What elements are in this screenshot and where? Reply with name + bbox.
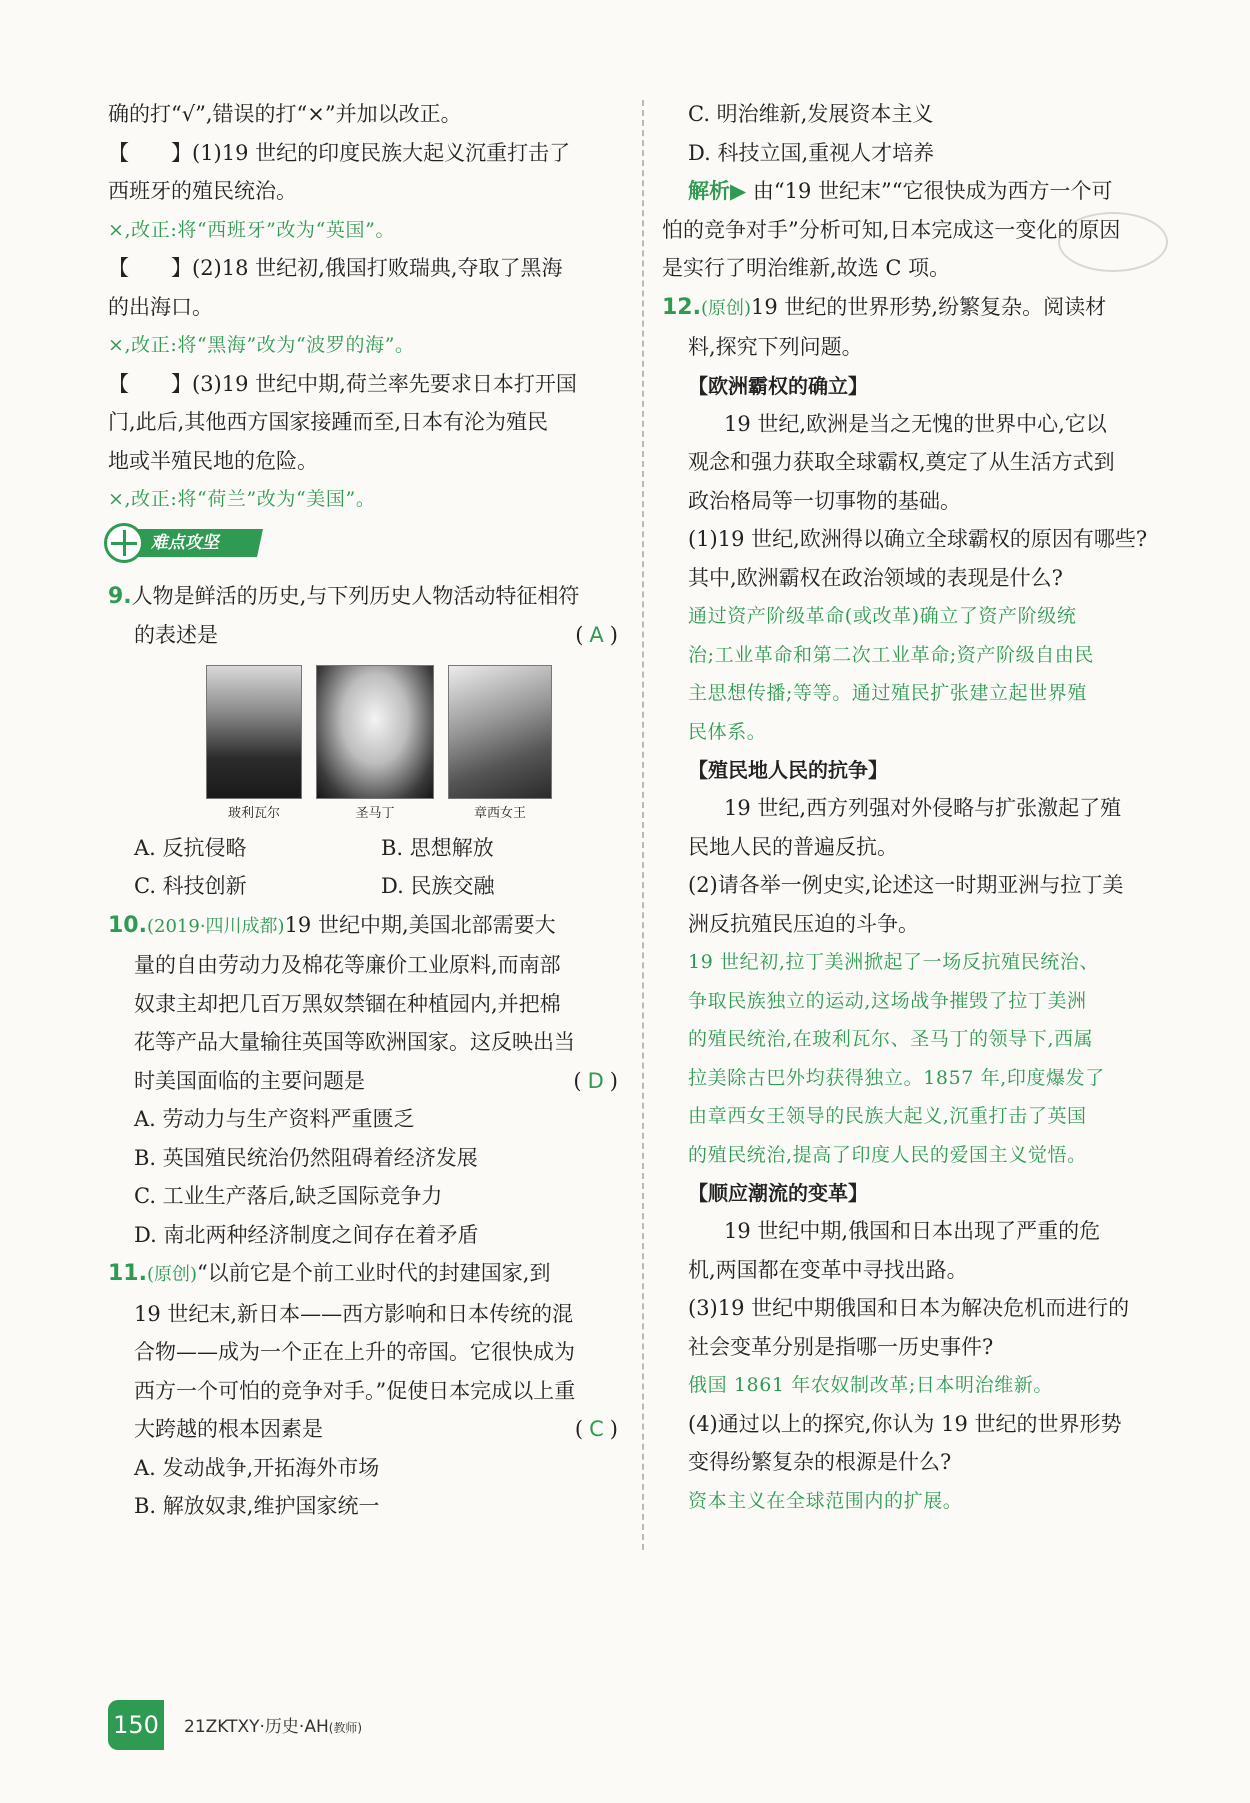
answer-2: 争取民族独立的运动,这场战争摧毁了拉丁美洲: [688, 989, 1087, 1012]
portrait-caption: 圣马丁: [355, 805, 395, 821]
option-b: B. 思想解放: [381, 835, 494, 860]
section-title-2: 【殖民地人民的抗争】: [688, 758, 888, 782]
tf-item-text-cont: 门,此后,其他西方国家接踵而至,日本有沦为殖民: [108, 410, 549, 434]
sub-question-4: (4)通过以上的探究,你认为 19 世纪的世界形势: [688, 1411, 1122, 1436]
option-d: D. 南北两种经济制度之间存在着矛盾: [134, 1222, 479, 1247]
option-d: D. 科技立国,重视人才培养: [688, 140, 935, 165]
question-text-cont: 花等产品大量输往英国等欧洲国家。这反映出当: [134, 1030, 575, 1054]
answer-slot: (D): [573, 1068, 624, 1093]
question-text-cont: [108, 616, 628, 655]
question-text-cont: 量的自由劳动力及棉花等廉价工业原料,而南部: [134, 953, 561, 977]
question-text-cont: 19 世纪末,新日本——西方影响和日本传统的混: [134, 1301, 574, 1326]
sub-question-1-cont: 其中,欧洲霸权在政治领域的表现是什么?: [688, 565, 1063, 590]
analysis-label: 解析▶: [688, 179, 747, 203]
tf-item-1: [108, 134, 628, 173]
section-banner: [104, 523, 264, 567]
answer-1: 通过资产阶级革命(或改革)确立了资产阶级统: [688, 605, 1077, 627]
portrait-row: [206, 665, 628, 829]
answer-bracket: 【 】: [108, 371, 192, 396]
answer-bracket: 【 】: [108, 256, 192, 280]
tf-item-text: (3)19 世纪中期,荷兰率先要求日本打开国: [192, 371, 577, 396]
portrait-caption: 章西女王: [473, 805, 526, 821]
option-a: A. 反抗侵略: [134, 835, 247, 860]
page-number: 150: [108, 1700, 164, 1750]
question-text-cont: 合物——成为一个正在上升的帝国。它很快成为: [134, 1340, 575, 1364]
material-text: 19 世纪,欧洲是当之无愧的世界中心,它以: [724, 411, 1107, 436]
question-number: 10.: [108, 912, 147, 938]
answer-4: 资本主义在全球范围内的扩展。: [688, 1489, 963, 1512]
tf-item-text-cont: 的出海口。: [108, 294, 213, 319]
question-number: 12.: [662, 294, 701, 320]
answer-1: 主思想传播;等等。通过殖民扩张建立起世界殖: [688, 682, 1088, 704]
question-9: [108, 577, 628, 617]
question-text-cont: [108, 1062, 628, 1101]
answer-1: 治;工业革命和第二次工业革命;资产阶级自由民: [688, 643, 1095, 666]
answer-letter: C: [589, 1417, 610, 1441]
tf-item-text: (1)19 世纪的印度民族大起义沉重打击了: [192, 140, 571, 165]
section-title-1: 【欧洲霸权的确立】: [688, 373, 868, 398]
answer-2: 的殖民统治,在玻利瓦尔、圣马丁的领导下,西属: [688, 1028, 1094, 1050]
book-code-text: 21ZKTXY·历史·AH: [184, 1717, 329, 1737]
answer-2: 拉美除古巴外均获得独立。1857 年,印度爆发了: [688, 1066, 1105, 1089]
left-column: [108, 95, 628, 1526]
answer-2: 由章西女王领导的民族大起义,沉重打击了英国: [688, 1105, 1087, 1127]
answer-bracket: 【 】: [108, 140, 192, 165]
analysis-text: 由“19 世纪末”“它很快成为西方一个可: [752, 179, 1113, 203]
option-d: D. 民族交融: [381, 874, 495, 898]
option-c: C. 明治维新,发展资本主义: [688, 102, 934, 126]
question-12: [662, 288, 1182, 329]
portrait-image: [206, 665, 302, 799]
answer-1: 民体系。: [688, 720, 767, 743]
question-text: “以前它是个前工业时代的封建国家,到: [197, 1261, 551, 1285]
question-source: (原创): [700, 297, 752, 319]
question-text: 19 世纪的世界形势,纷繁复杂。阅读材: [751, 294, 1107, 319]
stamp-mark: [1058, 212, 1168, 272]
section-title-3: 【顺应潮流的变革】: [688, 1181, 868, 1205]
portrait-bolivar: [206, 665, 302, 829]
portrait-rani: [448, 665, 552, 829]
crosshair-icon: [104, 523, 144, 563]
book-code: [184, 1712, 362, 1737]
sub-question-2: (2)请各举一例史实,论述这一时期亚洲与拉丁美: [688, 873, 1124, 897]
question-text: 人物是鲜活的历史,与下列历史人物活动特征相符: [131, 583, 580, 608]
question-text-cont: 奴隶主却把几百万黑奴禁锢在种植园内,并把棉: [134, 991, 561, 1016]
option-b: B. 英国殖民统治仍然阻碍着经济发展: [134, 1145, 478, 1170]
option-b: B. 解放奴隶,维护国家统一: [134, 1494, 380, 1518]
option-a: A. 劳动力与生产资料严重匮乏: [134, 1107, 415, 1131]
question-text-cont: [108, 1410, 628, 1449]
tf-answer-1: ×,改正:将“西班牙”改为“英国”。: [108, 218, 396, 241]
tf-answer-2: ×,改正:将“黑海”改为“波罗的海”。: [108, 334, 415, 356]
answer-2: 19 世纪初,拉丁美洲掀起了一场反抗殖民统治、: [688, 951, 1100, 973]
material-text: 19 世纪中期,俄国和日本出现了严重的危: [724, 1219, 1101, 1243]
tf-item-2: [108, 249, 628, 288]
material-text: 19 世纪,西方列强对外侵略与扩张激起了殖: [724, 796, 1122, 820]
answer-slot: (A): [575, 623, 624, 647]
material-text: 政治格局等一切事物的基础。: [688, 488, 961, 513]
analysis: [662, 172, 1182, 211]
question-text: 时美国面临的主要问题是: [134, 1068, 365, 1093]
tf-intro: 确的打“√”,错误的打“×”并加以改正。: [108, 102, 462, 126]
edition-label: (教师): [328, 1721, 363, 1735]
answer-letter: A: [589, 623, 610, 647]
portrait-caption: 玻利瓦尔: [227, 805, 280, 821]
sub-question-3-cont: 社会变革分别是指哪一历史事件?: [688, 1334, 994, 1359]
right-column: [662, 95, 1182, 1520]
portrait-san-martin: [316, 665, 434, 829]
options-row: [108, 867, 628, 906]
tf-item-text: (2)18 世纪初,俄国打败瑞典,夺取了黑海: [192, 256, 563, 280]
tf-item-text-cont: 西班牙的殖民统治。: [108, 179, 297, 203]
material-text: 机,两国都在变革中寻找出路。: [688, 1257, 968, 1282]
tf-item-text-cont: 地或半殖民地的危险。: [108, 448, 318, 473]
question-text: 19 世纪中期,美国北部需要大: [284, 912, 556, 937]
answer-2: 的殖民统治,提高了印度人民的爱国主义觉悟。: [688, 1143, 1087, 1166]
question-source: (原创): [146, 1264, 198, 1285]
answer-letter: D: [587, 1068, 610, 1093]
question-text: 大跨越的根本因素是: [134, 1417, 323, 1441]
option-a: A. 发动战争,开拓海外市场: [134, 1455, 380, 1480]
question-10: [108, 906, 628, 947]
material-text: 观念和强力获取全球霸权,奠定了从生活方式到: [688, 450, 1115, 474]
answer-3: 俄国 1861 年农奴制改革;日本明治维新。: [688, 1374, 1054, 1396]
option-c: C. 科技创新: [134, 874, 247, 898]
question-text-cont: 西方一个可怕的竞争对手。”促使日本完成以上重: [134, 1378, 576, 1403]
tf-item-3: [108, 365, 628, 404]
option-c: C. 工业生产落后,缺乏国际竞争力: [134, 1184, 443, 1208]
banner-label: 难点攻坚: [127, 529, 263, 557]
portrait-image: [316, 665, 434, 799]
answer-slot: (C): [574, 1417, 624, 1441]
question-text-cont: 料,探究下列问题。: [688, 335, 863, 359]
question-text: 的表述是: [134, 623, 218, 647]
analysis-text-cont: 是实行了明治维新,故选 C 项。: [662, 256, 951, 280]
sub-question-1: (1)19 世纪,欧洲得以确立全球霸权的原因有哪些?: [688, 527, 1148, 551]
sub-question-4-cont: 变得纷繁复杂的根源是什么?: [688, 1450, 952, 1474]
question-source: (2019·四川成都): [146, 915, 285, 937]
material-text: 民地人民的普遍反抗。: [688, 834, 898, 859]
portrait-image: [448, 665, 552, 799]
sub-question-3: (3)19 世纪中期俄国和日本为解决危机而进行的: [688, 1296, 1130, 1320]
question-11: [108, 1254, 628, 1295]
options-row: [108, 829, 628, 868]
question-number: 11.: [108, 1261, 147, 1286]
column-divider: [642, 100, 644, 1550]
analysis-text-cont: 怕的竞争对手”分析可知,日本完成这一变化的原因: [662, 217, 1121, 242]
tf-answer-3: ×,改正:将“荷兰”改为“美国”。: [108, 488, 376, 510]
sub-question-2-cont: 洲反抗殖民压迫的斗争。: [688, 911, 919, 936]
question-number: 9.: [108, 583, 132, 609]
